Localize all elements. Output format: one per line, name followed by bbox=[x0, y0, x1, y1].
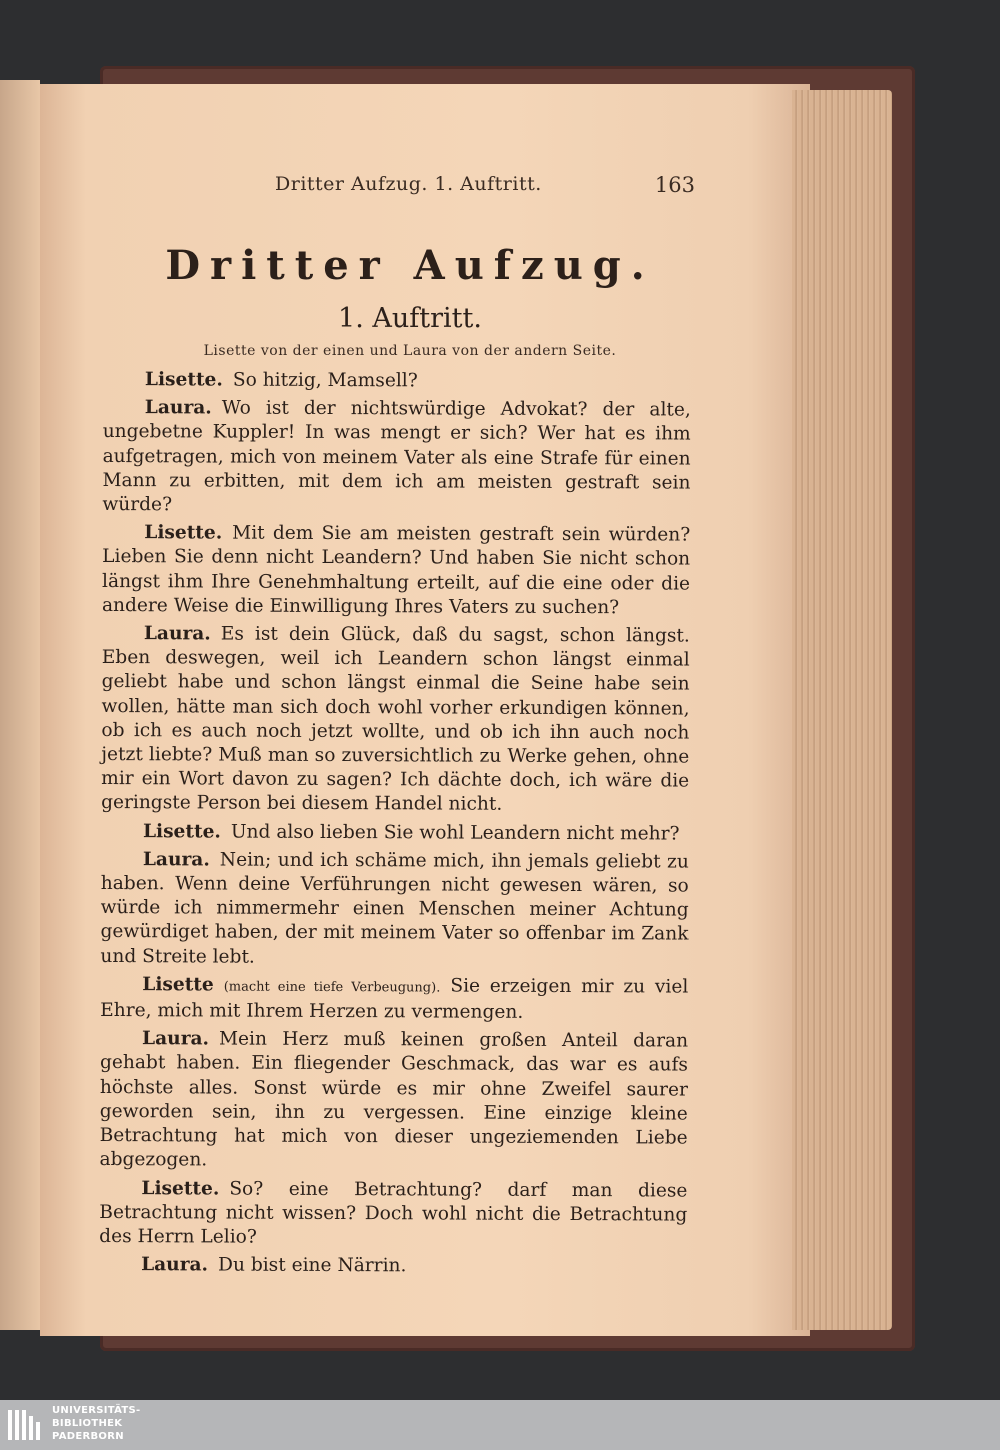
dialogue-paragraph bbox=[103, 368, 691, 395]
dialogue-text: Nein; und ich schäme mich, ihn jemals geliebt zu haben. Wenn deine Verführungen nicht gewesen wären, so würde ich nimmermehr einen Menschen meiner Achtung gewürdiget haben, der mit meinem Vater so offenbar im Zank und Streite lebt. bbox=[100, 849, 689, 968]
dialogue-paragraph bbox=[102, 396, 691, 520]
speaker-name: Laura. bbox=[144, 397, 212, 419]
scene-title: 1. Auftritt. bbox=[338, 303, 482, 334]
dialogue-text: So? eine Betrachtung? darf man diese Betrachtung nicht wissen? Doch wohl nicht die Betrachtung des Herrn Lelio? bbox=[99, 1178, 688, 1248]
stage-direction: Lisette von der einen und Laura von der andern Seite. bbox=[203, 343, 617, 359]
page-number: 163 bbox=[654, 173, 695, 197]
dialogue-text: Wo ist der nichtswürdige Advokat? der alte, ungebetne Kuppler! In was mengt er sich? Wer hat es ihm aufgetragen, mich von meinem Vater als eine Strafe für einen Mann zu erbitten, mit dem ich am meisten gestraft sein würde? bbox=[102, 397, 691, 516]
dialogue-text: Mit dem Sie am meisten gestraft sein würden? Lieben Sie denn nicht Leandern? Und haben Sie nicht schon längst ihm Ihre Genehmhaltung erteilt, auf die eine oder die andere Weise die Einwilligung Ihres Vaters zu suchen? bbox=[101, 522, 691, 619]
dialogue-text: Sie erzeigen mir zu viel Ehre, mich mit Ihrem Herzen zu vermengen. bbox=[100, 975, 689, 1023]
speaker-name: Lisette. bbox=[144, 369, 223, 391]
dialogue-paragraph bbox=[99, 1027, 688, 1175]
speaker-name: Lisette. bbox=[141, 1177, 220, 1200]
library-name bbox=[52, 1404, 252, 1443]
speaker-name: Lisette. bbox=[144, 522, 223, 544]
library-logo-icon bbox=[6, 1406, 44, 1444]
stage-direction-inline: (macht eine tiefe Verbeugung). bbox=[223, 979, 441, 996]
page-fore-edge bbox=[792, 90, 892, 1330]
dialogue-paragraph bbox=[100, 848, 689, 972]
dialogue-text: Und also lieben Sie wohl Leandern nicht mehr? bbox=[230, 821, 680, 845]
dialogue-paragraph bbox=[99, 1253, 687, 1280]
speaker-name: Lisette. bbox=[142, 820, 221, 843]
running-title: Dritter Aufzug. 1. Auftritt. bbox=[275, 173, 542, 195]
left-page-edge bbox=[0, 80, 40, 1330]
dialogue-body bbox=[99, 368, 691, 1284]
speaker-name: Laura. bbox=[142, 849, 210, 871]
library-name-line: PADERBORN bbox=[52, 1431, 124, 1442]
speaker-name: Laura. bbox=[143, 623, 211, 645]
dialogue-paragraph bbox=[99, 1176, 687, 1251]
dialogue-text: Es ist dein Glück, daß du sagst, schon längst. Eben deswegen, weil ich Leandern schon längst einmal geliebt habe und schon längst einmal die Seine habe sein wollen, hätte man sich doch wohl vorher erkundigen können, ob ich es auch noch jetzt wollte, und ob ich ihn auch noch jetzt liebte? Muß man so zuversichtlich zu Werke gehen, ohne mir ein Wort davon zu sagen? Ich dächte doch, ich wäre die geringste Person bei diesem Handel nicht. bbox=[101, 623, 690, 816]
dialogue-paragraph bbox=[101, 622, 690, 818]
dialogue-paragraph bbox=[100, 973, 688, 1026]
speaker-name: Laura. bbox=[141, 1254, 209, 1276]
running-head bbox=[275, 173, 695, 199]
library-name-line: UNIVERSITÄTS- bbox=[52, 1405, 141, 1416]
chapter-title: Dritter Aufzug. bbox=[165, 242, 655, 289]
dialogue-text: So hitzig, Mamsell? bbox=[232, 369, 418, 392]
dialogue-paragraph bbox=[102, 521, 690, 620]
dialogue-paragraph bbox=[101, 820, 689, 847]
dialogue-text: Du bist eine Närrin. bbox=[218, 1254, 407, 1277]
dialogue-text: Mein Herz muß keinen großen Anteil daran gehabt haben. Ein fliegender Geschmack, das war es aufs höchste alles. Sonst würde es mir ohne Zweifel saurer geworden sein, ihn zu vergessen. Eine einzige kleine Betrachtung hat mich von dieser ungeziemenden Liebe abgezogen. bbox=[99, 1028, 689, 1171]
speaker-name: Lisette bbox=[142, 974, 214, 996]
speaker-name: Laura. bbox=[142, 1028, 210, 1050]
library-footer bbox=[0, 1400, 1000, 1450]
library-name-line: BIBLIOTHEK bbox=[52, 1418, 123, 1429]
